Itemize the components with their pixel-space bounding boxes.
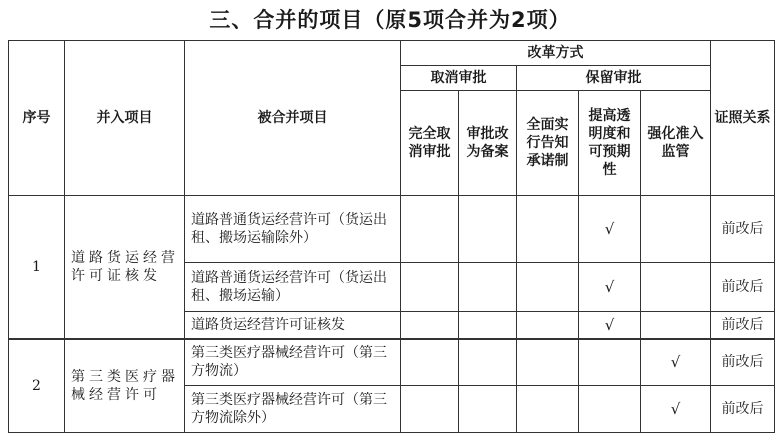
merged-item-name: 道路普通货运经营许可（货运出租、搬场运输） [185,263,401,312]
merged-into-cell: 第三类医疗器械经营许可 [65,339,185,433]
cell-improve-transparency: √ [579,263,641,312]
cell-full-cancel [401,339,459,386]
cell-to-filing [459,263,517,312]
cell-strengthen-supervision [641,312,711,339]
cell-improve-transparency: √ [579,312,641,339]
merged-item-name: 道路普通货运经营许可（货运出租、搬场运输除外） [185,196,401,263]
header-to-filing: 审批改为备案 [459,91,517,196]
header-keep-approval: 保留审批 [517,66,711,91]
cell-improve-transparency: √ [579,196,641,263]
header-strengthen-supervision: 强化准入监管 [641,91,711,196]
license-relation-cell: 前改后 [711,312,775,339]
cell-full-cancel [401,386,459,433]
cell-strengthen-supervision [641,196,711,263]
cell-to-filing [459,386,517,433]
cell-full-cancel [401,196,459,263]
header-reform-method: 改革方式 [401,41,711,66]
cell-strengthen-supervision: √ [641,339,711,386]
header-improve-transparency: 提高透明度和可预期性 [579,91,641,196]
seq-cell: 1 [9,196,65,339]
license-relation-cell: 前改后 [711,339,775,386]
seq-cell: 2 [9,339,65,433]
header-full-cancel: 完全取消审批 [401,91,459,196]
cell-notify-commit [517,263,579,312]
header-row-1 [9,41,775,66]
table-row [9,196,775,263]
license-relation-cell: 前改后 [711,386,775,433]
header-cancel-approval: 取消审批 [401,66,517,91]
cell-to-filing [459,312,517,339]
cell-notify-commit [517,339,579,386]
header-notify-commit: 全面实行告知承诺制 [517,91,579,196]
license-relation-cell: 前改后 [711,196,775,263]
page-title: 三、合并的项目（原5项合并为2项） [209,8,571,32]
merged-item-name: 第三类医疗器械经营许可（第三方物流） [185,339,401,386]
header-merged-items: 被合并项目 [185,41,401,196]
cell-strengthen-supervision: √ [641,386,711,433]
cell-to-filing [459,196,517,263]
cell-to-filing [459,339,517,386]
header-seq: 序号 [9,41,65,196]
merged-into-cell: 道路货运经营许可证核发 [65,196,185,339]
header-merged-into: 并入项目 [65,41,185,196]
table-row [9,339,775,386]
cell-notify-commit [517,312,579,339]
cell-improve-transparency [579,339,641,386]
cell-strengthen-supervision [641,263,711,312]
cell-improve-transparency [579,386,641,433]
merged-item-name: 道路货运经营许可证核发 [185,312,401,339]
license-relation-cell: 前改后 [711,263,775,312]
merged-items-table [8,40,775,433]
merged-item-name: 第三类医疗器械经营许可（第三方物流除外） [185,386,401,433]
cell-full-cancel [401,263,459,312]
header-license-relation: 证照关系 [711,41,775,196]
cell-full-cancel [401,312,459,339]
cell-notify-commit [517,386,579,433]
cell-notify-commit [517,196,579,263]
